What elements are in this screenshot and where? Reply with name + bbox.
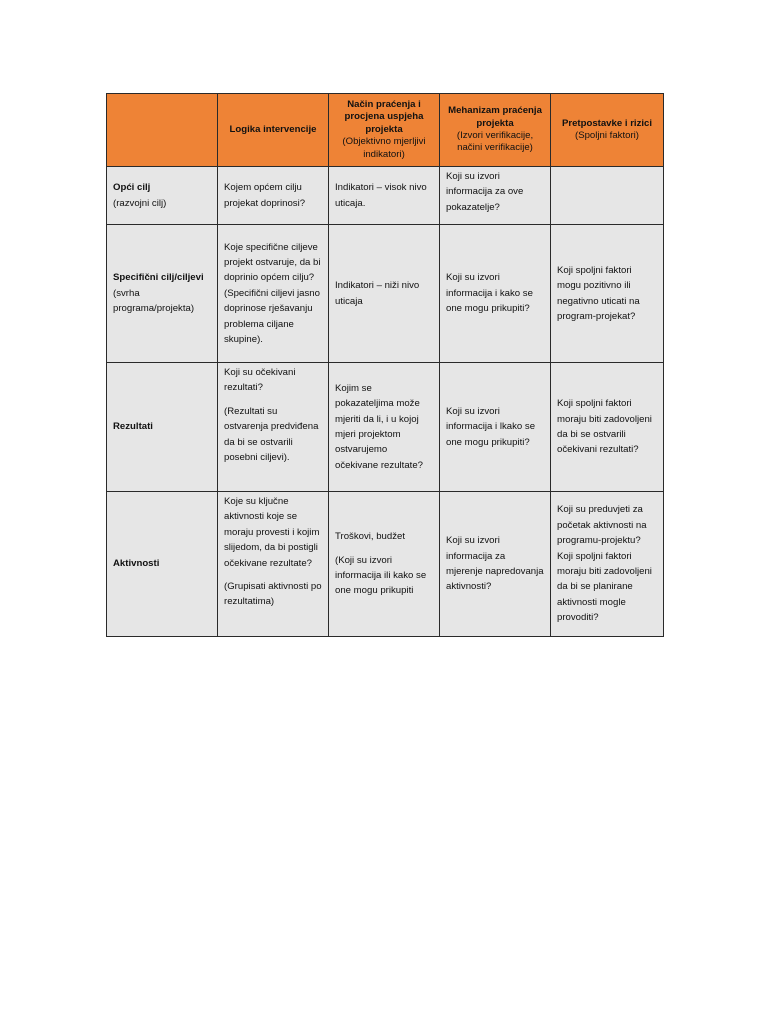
cell-logika [218,363,329,492]
cell-nacin: Indikatori – visok nivo uticaja. [329,167,440,225]
row-label-bold: Aktivnosti [113,558,160,570]
header-logika-intervencije: Logika intervencije [218,94,329,167]
row-label-aktivnosti [107,492,218,637]
header-pretpostavke-sub: (Spoljni faktori) [575,130,639,141]
header-mehanizam-sub: (Izvori verifikacije, načini verifikacije) [456,130,534,154]
cell-mehanizam: Koji su izvori informacija i lkako se one mogu prikupiti? [440,363,551,492]
header-cell-empty [107,94,218,167]
header-mehanizam-title: Mehanizam praćenja projekta [448,105,542,129]
header-nacin-sub: (Objektivno mjerljivi indikatori) [342,136,426,160]
cell-pretpostavke: Koji su preduvjeti za početak aktivnosti na programu-projektu? Koji spoljni faktori moraju biti zadovoljeni da bi se planirane aktivnosti mogle provoditi? [551,492,664,637]
cell-logika-main: Koje su ključne aktivnosti koje se moraju provesti i kojim slijedom, da bi postigli očekivane rezultate? [224,496,320,569]
header-nacin-pracenja [329,94,440,167]
header-mehanizam-pracenja [440,94,551,167]
row-label-bold: Opći cilj [113,182,151,194]
cell-logika [218,225,329,363]
row-label-rezultati [107,363,218,492]
cell-nacin [329,492,440,637]
cell-logika-main: Koji su očekivani rezultati? [224,367,296,394]
row-label-sub: (razvojni cilj) [113,197,167,209]
cell-nacin: Kojim se pokazateljima može mjeriti da li, i u kojoj mjeri projektom ostvarujemo očekivane rezultate? [329,363,440,492]
header-pretpostavke-rizici [551,94,664,167]
table-row-rezultati [107,363,664,492]
logical-framework-table [106,93,664,637]
cell-mehanizam: Koji su izvori informacija za ove pokazatelje? [440,167,551,225]
cell-pretpostavke [551,167,664,225]
header-nacin-title: Način praćenja i procjena uspjeha projekta [344,98,424,135]
row-label-bold: Rezultati [113,421,153,433]
cell-logika-extra: (Rezultati su ostvarenja predviđena da bi se ostvarili posebni ciljevi). [224,405,319,464]
cell-nacin-main: Troškovi, budžet [335,531,406,543]
cell-mehanizam: Koji su izvori informacija za mjerenje napredovanja aktivnosti? [440,492,551,637]
row-label-specificni-cilj [107,225,218,363]
cell-nacin: Indikatori – niži nivo uticaja [329,225,440,363]
table-row-opci-cilj [107,167,664,225]
cell-nacin-extra: (Koji su izvori informacija ili kako se one mogu prikupiti [335,554,427,597]
cell-pretpostavke: Koji spoljni faktori moraju biti zadovoljeni da bi se ostvarili očekivani rezultati? [551,363,664,492]
cell-mehanizam: Koji su izvori informacija i kako se one mogu prikupiti? [440,225,551,363]
header-pretpostavke-title: Pretpostavke i rizici [561,117,653,129]
table-row-aktivnosti [107,492,664,637]
row-label-sub: (svrha programa/projekta) [113,287,195,315]
row-label-opci-cilj [107,167,218,225]
cell-logika-extra: (Grupisati aktivnosti po rezultatima) [224,581,322,608]
cell-logika: Kojem općem cilju projekat doprinosi? [218,167,329,225]
cell-logika-extra: (Specifični ciljevi jasno doprinose rješavanju problema ciljane skupine). [224,287,320,346]
cell-pretpostavke: Koji spoljni faktori mogu pozitivno ili negativno uticati na program-projekat? [551,225,664,363]
cell-logika-main: Koje specifične ciljeve projekt ostvaruje, da bi doprinio općem cilju? [224,241,321,284]
table-row-specificni-cilj [107,225,664,363]
cell-logika [218,492,329,637]
header-row [107,94,664,167]
row-label-bold: Specifični cilj/ciljevi [113,272,204,284]
